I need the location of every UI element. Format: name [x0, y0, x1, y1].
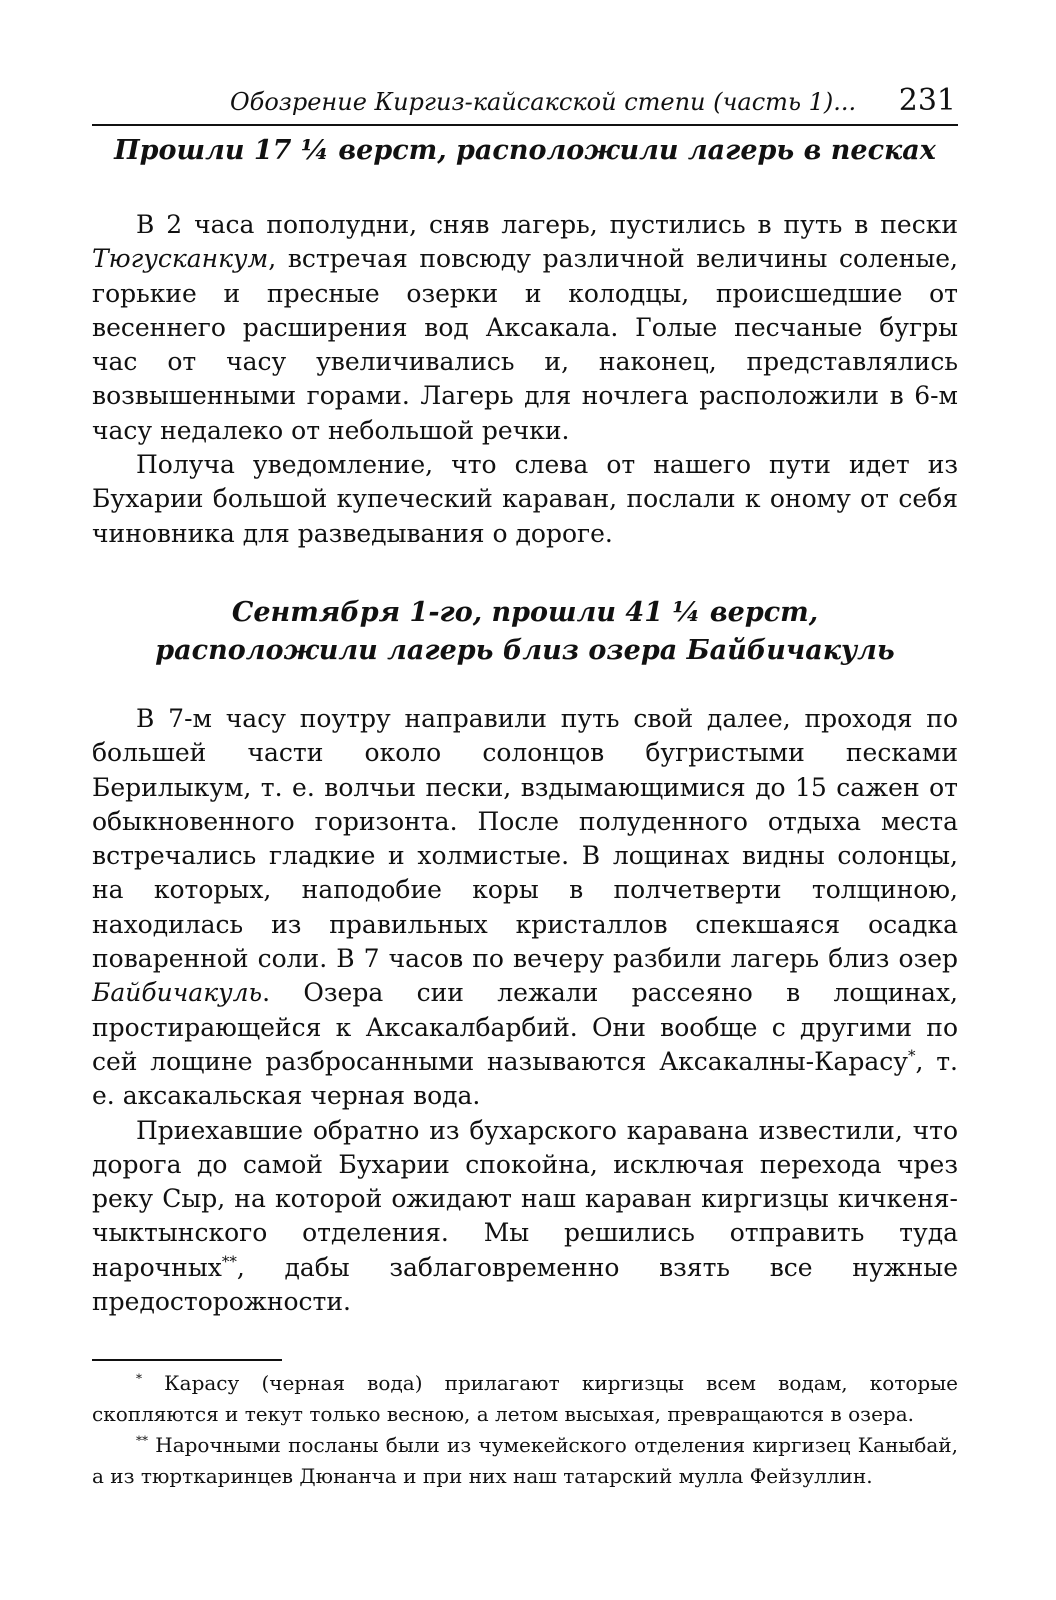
footnote-mark: ** — [136, 1433, 148, 1448]
text-run: В 7-м часу поутру направили путь свой далее, проходя по большей части около солонцов бугристыми песками Берилыкум, т. е. волчьи пески, вздымающимися до 15 сажен от обыкновенного горизонта. После полуденного отдыха места встречались гладкие и холмистые. В лощинах видны солонцы, на которых, наподобие коры в полчетверти толщиною, находилась из правильных кристаллов спекшаяся осадка поваренной соли. В 7 часов по вечеру разбили лагерь близ озер — [92, 704, 958, 974]
footnotes — [92, 1368, 958, 1492]
footnote — [92, 1430, 958, 1492]
section-2-text — [92, 702, 958, 1319]
paragraph — [92, 702, 958, 1114]
paragraph — [92, 208, 958, 448]
running-head — [92, 78, 958, 126]
heading-line: Сентября 1-го, прошли 41 ¼ верст, — [231, 597, 819, 628]
text-run: В 2 часа пополудни, сняв лагерь, пустились в путь в пески — [136, 210, 958, 239]
page-number: 231 — [898, 83, 956, 118]
place-name: Тюгусканкум — [92, 244, 269, 274]
running-title: Обозрение Киргиз-кайсакской степи (часть 1)... — [230, 88, 857, 116]
footnote-divider — [92, 1359, 282, 1361]
footnote-text: Карасу (черная вода) прилагают киргизцы всем водам, которые скопляются и текут только весною, а летом высыхая, превращаются в озера. — [92, 1371, 958, 1426]
footnote-ref[interactable]: * — [907, 1046, 916, 1065]
section-heading-2 — [92, 594, 958, 670]
paragraph: Получа уведомление, что слева от нашего пути идет из Бухарии большой купеческий караван, послали к оному от себя чиновника для разведывания о дороге. — [92, 450, 958, 548]
place-name: Байбичакуль — [92, 978, 263, 1008]
footnote-mark: * — [136, 1371, 142, 1386]
footnote-ref[interactable]: ** — [221, 1252, 237, 1271]
paragraph — [92, 1114, 958, 1320]
text-run: Приехавшие обратно из бухарского каравана известили, что дорога до самой Бухарии спокойна, исключая перехода чрез реку Сыр, на которой ожидают наш караван киргизцы кичкеня-чыктынского отделения. Мы решились отправить туда нарочных — [92, 1115, 958, 1282]
text-run: , встречая повсюду различной величины соленые, горькие и пресные озерки и колодцы, происшедшие от весеннего расширения вод Аксакала. Голые песчаные бугры час от часу увеличивались и, наконец, представлялись возвышенными горами. Лагерь для ночлега расположили в 6-м часу недалеко от небольшой речки. — [92, 244, 958, 445]
section-1-text — [92, 208, 958, 551]
section-heading-1: Прошли 17 ¼ верст, расположили лагерь в песках — [114, 135, 936, 166]
footnote — [92, 1368, 958, 1430]
heading-line: расположили лагерь близ озера Байбичакуль — [155, 635, 895, 666]
text-run: , дабы заблаговременно взять все нужные предосторожности. — [92, 1252, 958, 1317]
footnote-text: Нарочными посланы были из чумекейского отделения киргизец Каныбай, а из тюрткаринцев Дюнанча и при них наш татарский мулла Фейзуллин. — [92, 1433, 958, 1488]
text-run: . Озера сии лежали рассеяно в лощинах, простирающейся к Аксакалбарбий. Они вообще с другими по сей лощине разбросанными называются Аксакалны-Карасу — [92, 978, 958, 1076]
text-run: , т. е. аксакальская черная вода. — [92, 1046, 958, 1111]
